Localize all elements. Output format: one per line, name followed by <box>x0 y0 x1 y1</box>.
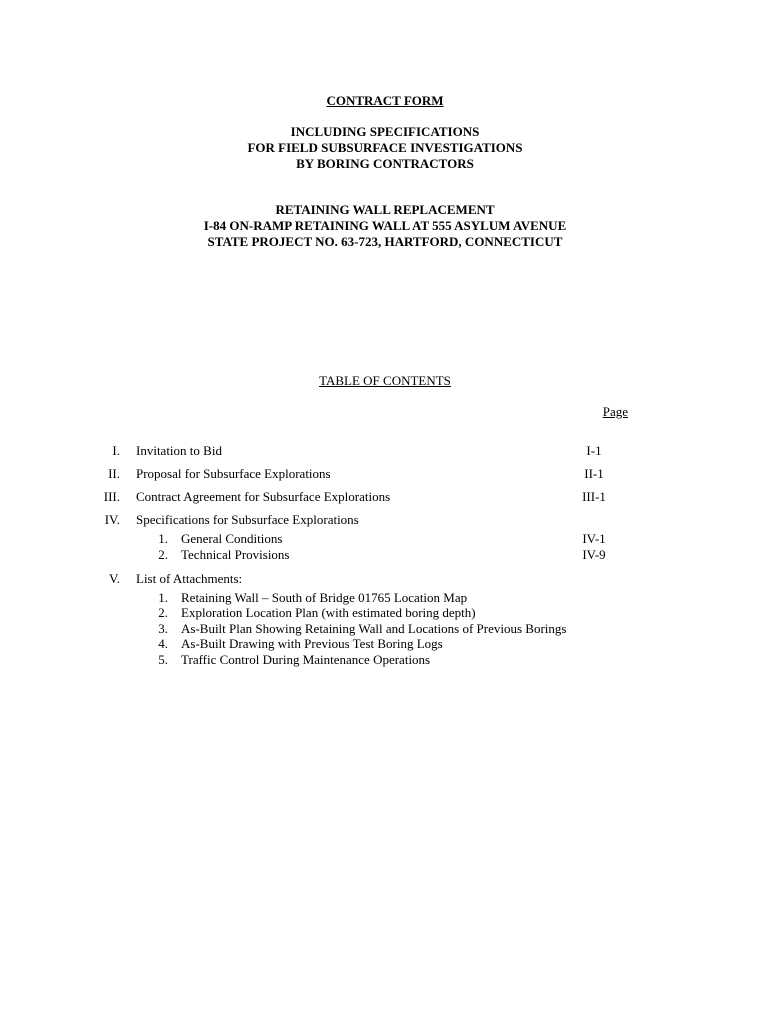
toc-entry-page: II-1 <box>584 466 604 481</box>
toc-subitem-number: 2. <box>158 547 168 562</box>
toc-entry-page: I-1 <box>586 443 602 458</box>
attachment-number: 1. <box>158 590 168 605</box>
toc-entry-label: Contract Agreement for Subsurface Explorations <box>136 489 391 504</box>
toc-entry-number: IV. <box>104 512 120 527</box>
attachment-number: 4. <box>158 636 168 651</box>
toc-entry-number: I. <box>112 443 120 458</box>
attachment-number: 2. <box>158 605 168 620</box>
toc-entry-number: III. <box>103 489 120 504</box>
attachment-label: As-Built Drawing with Previous Test Boring Logs <box>181 636 443 651</box>
toc-subitem-label: Technical Provisions <box>181 547 290 562</box>
project-line-2: I-84 ON-RAMP RETAINING WALL AT 555 ASYLUM AVENUE <box>203 218 567 233</box>
toc-entry-label: Specifications for Subsurface Explorations <box>136 512 359 527</box>
attachment-label: Retaining Wall – South of Bridge 01765 Location Map <box>181 590 468 605</box>
attachment-number: 5. <box>158 652 168 667</box>
project-line-3: STATE PROJECT NO. 63-723, HARTFORD, CONNECTICUT <box>207 234 563 249</box>
toc-entry-number: II. <box>108 466 120 481</box>
toc-entry-number: V. <box>109 571 120 586</box>
toc-entry-label: List of Attachments: <box>136 571 243 586</box>
toc-heading: TABLE OF CONTENTS <box>319 373 451 388</box>
toc-page-column-label: Page <box>602 404 628 419</box>
toc-entry-label: Proposal for Subsurface Explorations <box>136 466 331 481</box>
toc-subitem-page: IV-1 <box>582 531 606 546</box>
attachment-label: Traffic Control During Maintenance Operations <box>181 652 431 667</box>
project-line-1: RETAINING WALL REPLACEMENT <box>275 202 495 217</box>
contract-form-title: CONTRACT FORM <box>326 93 444 108</box>
toc-subitem-label: General Conditions <box>181 531 283 546</box>
subtitle-line-1: INCLUDING SPECIFICATIONS <box>290 124 480 139</box>
toc-subitem-number: 1. <box>158 531 168 546</box>
attachment-label: As-Built Plan Showing Retaining Wall and Locations of Previous Borings <box>181 621 567 636</box>
toc-entry-label: Invitation to Bid <box>136 443 222 458</box>
toc-entry-page: III-1 <box>582 489 606 504</box>
attachment-label: Exploration Location Plan (with estimated boring depth) <box>181 605 476 620</box>
toc-subitem-page: IV-9 <box>582 547 606 562</box>
subtitle-line-2: FOR FIELD SUBSURFACE INVESTIGATIONS <box>247 140 523 155</box>
subtitle-line-3: BY BORING CONTRACTORS <box>296 156 474 171</box>
attachment-number: 3. <box>158 621 168 636</box>
